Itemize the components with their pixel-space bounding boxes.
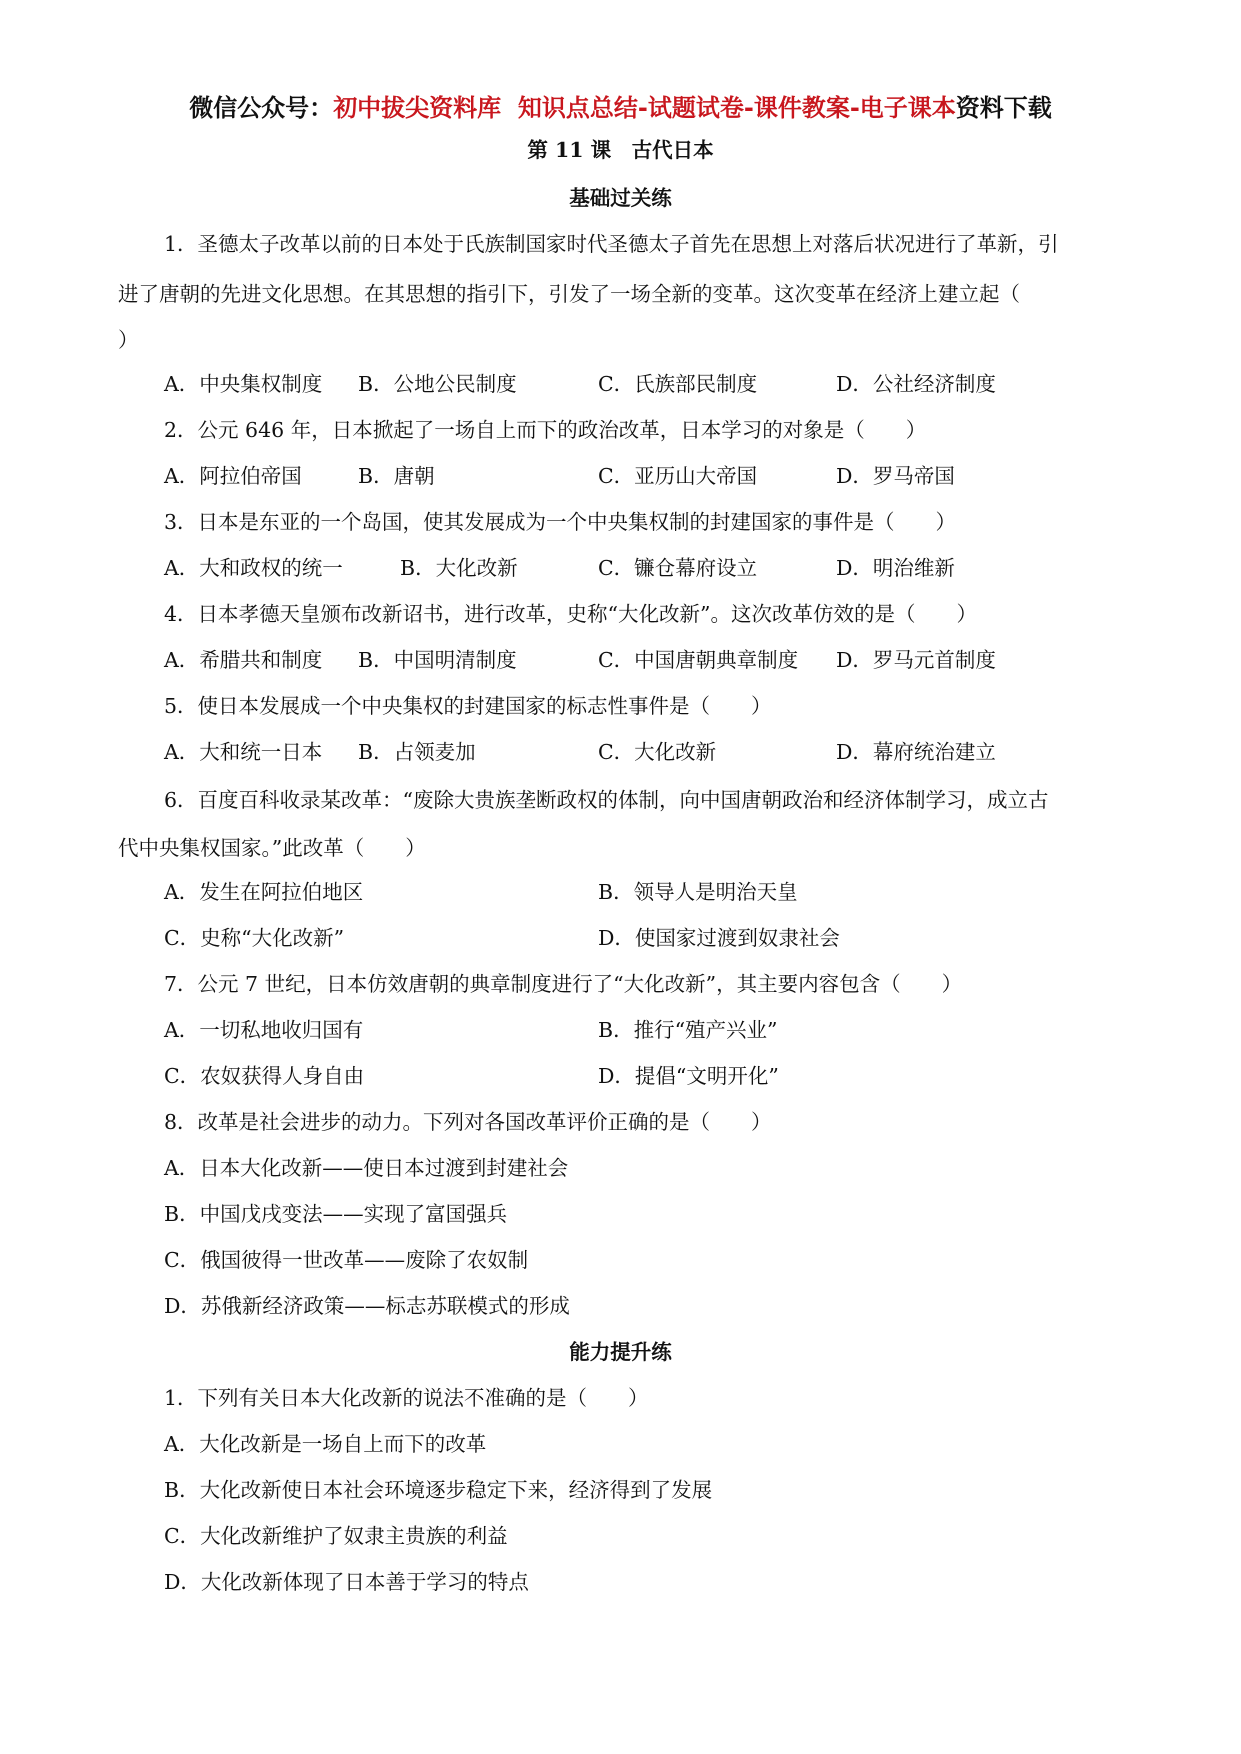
question-7-option-c: C．农奴获得人身自由 (164, 1064, 365, 1088)
question-7-option-b: B．推行“殖产兴业” (598, 1018, 778, 1042)
question-5-option-b: B．占领麦加 (358, 740, 476, 764)
advanced-question-1-stem: 1．下列有关日本大化改新的说法不准确的是（ ） (164, 1386, 649, 1410)
question-6-option-d: D．使国家过渡到奴隶社会 (598, 926, 840, 950)
question-3-option-a: A．大和政权的统一 (164, 556, 343, 580)
question-5-option-d: D．幕府统治建立 (836, 740, 996, 764)
question-2-option-d: D．罗马帝国 (836, 464, 955, 488)
question-3-option-b: B．大化改新 (400, 556, 518, 580)
question-7-option-a: A．一切私地收归国有 (164, 1018, 364, 1042)
question-1-stem-line-2: 进了唐朝的先进文化思想。在其思想的指引下，引发了一场全新的变革。这次变革在经济上建立起（ (118, 282, 1020, 306)
advanced-question-1-option-a: A．大化改新是一场自上而下的改革 (164, 1432, 487, 1456)
question-2-option-b: B．唐朝 (358, 464, 435, 488)
question-5-option-a: A．大和统一日本 (164, 740, 323, 764)
question-8-stem: 8．改革是社会进步的动力。下列对各国改革评价正确的是（ ） (164, 1110, 772, 1134)
question-8-option-d: D．苏俄新经济政策——标志苏联模式的形成 (164, 1294, 570, 1318)
question-4-option-c: C．中国唐朝典章制度 (598, 648, 799, 672)
question-3-option-d: D．明治维新 (836, 556, 955, 580)
question-6-stem-line-2: 代中央集权国家。”此改革（ ） (118, 836, 426, 860)
question-3-stem: 3．日本是东亚的一个岛国，使其发展成为一个中央集权制的封建国家的事件是（ ） (164, 510, 957, 534)
question-5-stem: 5．使日本发展成一个中央集权的封建国家的标志性事件是（ ） (164, 694, 772, 718)
question-1-stem-line-3: ） (118, 328, 139, 352)
question-1-option-c: C．氏族部民制度 (598, 372, 758, 396)
lesson-title: 第 11 课 古代日本 (527, 138, 714, 162)
header-prefix: 微信公众号： (189, 94, 334, 122)
question-4-option-b: B．中国明清制度 (358, 648, 517, 672)
question-2-option-c: C．亚历山大帝国 (598, 464, 758, 488)
section-title-basic: 基础过关练 (569, 186, 672, 210)
question-8-option-a: A．日本大化改新——使日本过渡到封建社会 (164, 1156, 569, 1180)
question-4-option-a: A．希腊共和制度 (164, 648, 323, 672)
advanced-question-1-option-c: C．大化改新维护了奴隶主贵族的利益 (164, 1524, 508, 1548)
question-6-option-a: A．发生在阿拉伯地区 (164, 880, 364, 904)
question-6-option-b: B．领导人是明治天皇 (598, 880, 798, 904)
question-3-option-c: C．镰仓幕府设立 (598, 556, 758, 580)
question-1-option-d: D．公社经济制度 (836, 372, 996, 396)
question-4-option-d: D．罗马元首制度 (836, 648, 996, 672)
question-7-option-d: D．提倡“文明开化” (598, 1064, 779, 1088)
advanced-question-1-option-b: B．大化改新使日本社会环境逐步稳定下来，经济得到了发展 (164, 1478, 713, 1502)
question-7-stem: 7．公元 7 世纪，日本仿效唐朝的典章制度进行了“大化改新”，其主要内容包含（ ） (164, 972, 963, 996)
question-1-option-b: B．公地公民制度 (358, 372, 517, 396)
question-2-stem: 2．公元 646 年，日本掀起了一场自上而下的政治改革，日本学习的对象是（ ） (164, 418, 927, 442)
section-title-advanced: 能力提升练 (569, 1340, 672, 1364)
header-topics: 知识点总结-试题试卷-课件教案-电子课本 (517, 94, 956, 122)
question-8-option-b: B．中国戊戌变法——实现了富国强兵 (164, 1202, 508, 1226)
question-8-option-c: C．俄国彼得一世改革——废除了农奴制 (164, 1248, 529, 1272)
question-2-option-a: A．阿拉伯帝国 (164, 464, 302, 488)
page-header (0, 92, 1241, 124)
header-suffix: 资料下载 (955, 94, 1052, 122)
question-6-option-c: C．史称“大化改新” (164, 926, 345, 950)
question-5-option-c: C．大化改新 (598, 740, 717, 764)
question-4-stem: 4．日本孝德天皇颁布改新诏书，进行改革，史称“大化改新”。这次改革仿效的是（ ） (164, 602, 978, 626)
question-1-stem-line-1: 1．圣德太子改革以前的日本处于氏族制国家时代圣德太子首先在思想上对落后状况进行了革新，引 (164, 232, 1059, 256)
question-1-option-a: A．中央集权制度 (164, 372, 323, 396)
advanced-question-1-option-d: D．大化改新体现了日本善于学习的特点 (164, 1570, 529, 1594)
header-brand: 初中拔尖资料库 (333, 94, 502, 122)
header-gap (501, 94, 518, 122)
question-6-stem-line-1: 6．百度百科收录某改革：“废除大贵族垄断政权的体制，向中国唐朝政治和经济体制学习，成立古 (164, 788, 1049, 812)
